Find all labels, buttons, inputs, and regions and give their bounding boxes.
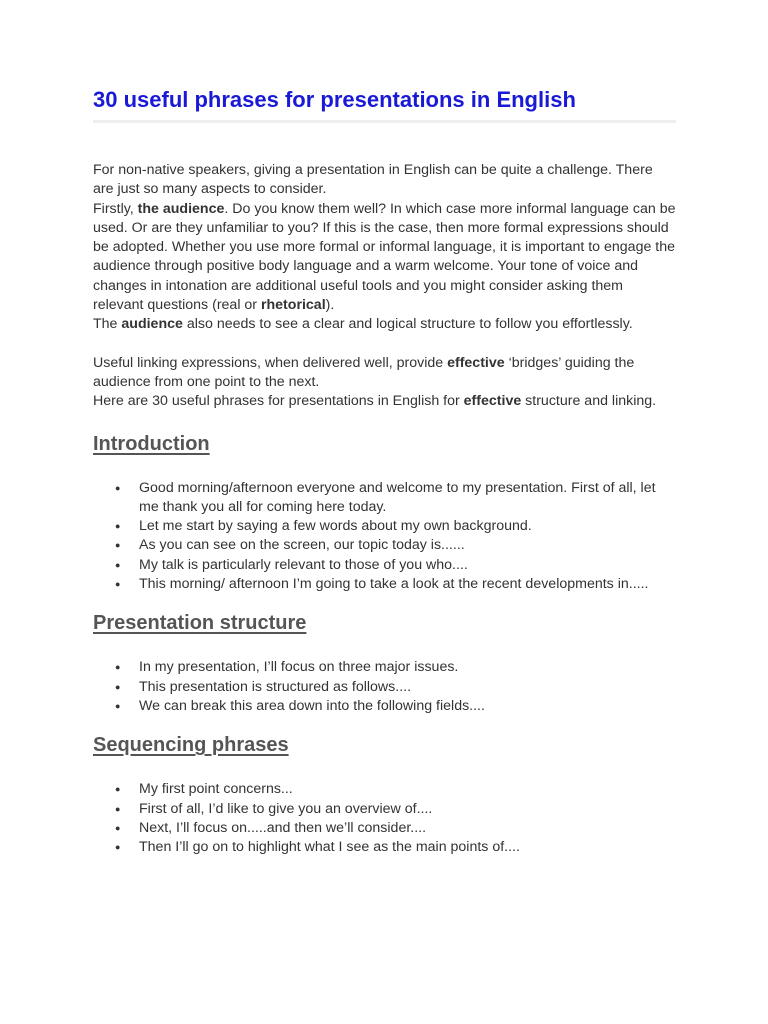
section-heading-sequencing-phrases: Sequencing phrases [93, 734, 289, 757]
list-item: ● As you can see on the screen, our topic today is...... [139, 536, 676, 555]
intro-text [93, 161, 676, 412]
bold-text: effective [463, 393, 522, 410]
text-span: also needs to see a clear and logical structure to follow you effortlessly. [182, 316, 633, 333]
list-item: ● We can break this area down into the following fields.... [139, 697, 676, 716]
list-item: ● My first point concerns... [139, 780, 676, 799]
introduction-phrase-list [93, 479, 676, 595]
list-item: ● Then I’ll go on to highlight what I see as the main points of.... [139, 838, 676, 857]
list-item: ● My talk is particularly relevant to those of you who.... [139, 556, 676, 575]
list-item: ● Good morning/afternoon everyone and welcome to my presentation. First of all, let me thank you all for coming here today. [139, 479, 676, 518]
bold-text: effective [447, 354, 505, 371]
section-heading-presentation-structure: Presentation structure [93, 612, 307, 635]
list-item: ● First of all, I’d like to give you an overview of.... [139, 800, 676, 819]
intro-paragraph-3 [93, 315, 676, 334]
bold-text: rhetorical [260, 297, 326, 314]
list-item: ● This presentation is structured as follows.... [139, 678, 676, 697]
text-span: ). [325, 297, 335, 314]
intro-paragraph-4 [93, 354, 676, 393]
document-page [93, 86, 676, 857]
intro-paragraph-5 [93, 392, 676, 411]
sequencing-phrase-list [93, 780, 676, 857]
text-span: Here are 30 useful phrases for presentations in English for [93, 393, 464, 410]
text-span: . Do you know them well? In which case more informal language can be used. Or are they unfamiliar to you? If this is the case, then more formal expressions should be adopted. Whether you use more formal or informal language, it is important to engage the audience through positive body language and a warm welcome. Your tone of voice and changes in intonation are additional useful tools and you might consider asking them relevant questions (real or [93, 200, 676, 314]
bold-text: the audience [137, 200, 225, 217]
list-item: ● This morning/ afternoon I’m going to take a look at the recent developments in..... [139, 575, 676, 594]
text-span: structure and linking. [521, 393, 657, 410]
page-title: 30 useful phrases for presentations in English [93, 86, 676, 123]
intro-paragraph-2 [93, 200, 676, 316]
intro-paragraph-1: For non-native speakers, giving a presentation in English can be quite a challenge. There are just so many aspects to consider. [93, 162, 653, 198]
bold-text: audience [121, 316, 183, 333]
list-item: ● In my presentation, I’ll focus on three major issues. [139, 658, 676, 677]
text-span: The [93, 316, 122, 333]
structure-phrase-list [93, 658, 676, 716]
section-heading-introduction: Introduction [93, 432, 210, 455]
paragraph-spacer [93, 335, 676, 354]
text-span: Useful linking expressions, when delivered well, provide [93, 354, 448, 371]
list-item: ● Let me start by saying a few words about my own background. [139, 517, 676, 536]
text-span: ‘bridges’ guiding the audience from one point to the next. [93, 354, 635, 390]
list-item: ● Next, I’ll focus on.....and then we’ll consider.... [139, 819, 676, 838]
text-span: Firstly, [93, 200, 138, 217]
